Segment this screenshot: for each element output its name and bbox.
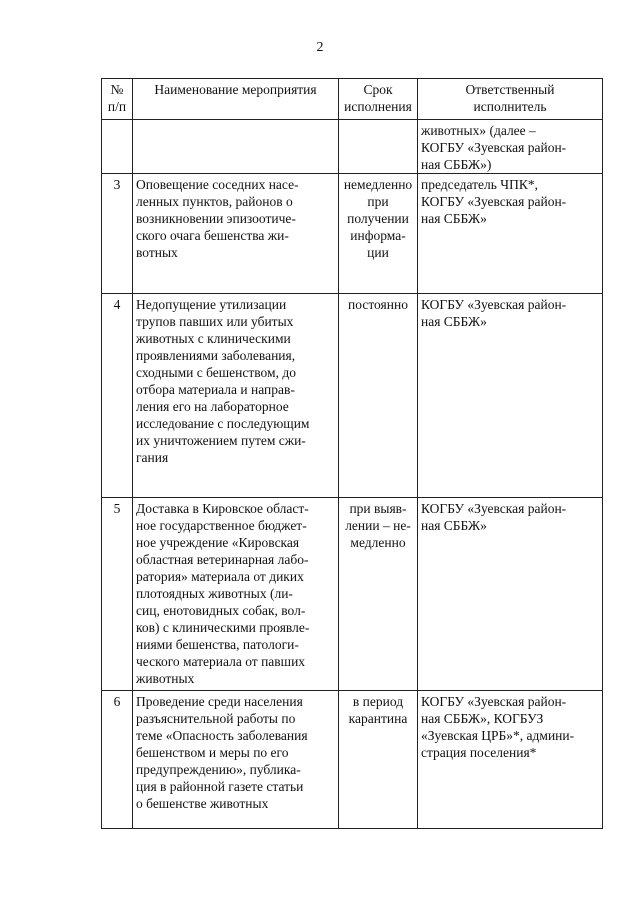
row-measure-name: Недопущение утилизации трупов павших или убитых животных с клиническими проявлениями заболевания, сходными с бешенством, до отбора материала и направ- ления его на лабораторное исследование с последующим их уничтожением путем сжи- гания	[133, 294, 339, 498]
header-responsible: Ответственный исполнитель	[418, 79, 603, 120]
header-number: № п/п	[102, 79, 133, 120]
row-term: в период карантина	[339, 691, 418, 829]
row-number: 3	[102, 174, 133, 294]
row-responsible: животных» (далее – КОГБУ «Зуевская район- ная СББЖ»)	[418, 120, 603, 174]
row-responsible: КОГБУ «Зуевская район- ная СББЖ»	[418, 498, 603, 691]
table-row	[102, 174, 603, 294]
row-term: немедленно при получении информа- ции	[339, 174, 418, 294]
row-measure-name: Оповещение соседних насе- ленных пунктов, районов о возникновении эпизоотиче- ского очага бешенства жи- вотных	[133, 174, 339, 294]
table-row	[102, 120, 603, 174]
row-measure-name: Доставка в Кировское област- ное государственное бюджет- ное учреждение «Кировская областная ветеринарная лабо- ратория» материала от диких плотоядных животных (ли- сиц, енотовидных собак, вол- ков) с клиническими проявле- ниями бешенства, патологи- ческого материала от павших животных	[133, 498, 339, 691]
row-number	[102, 120, 133, 174]
row-term: постоянно	[339, 294, 418, 498]
page-number: 2	[316, 40, 324, 55]
table-row	[102, 498, 603, 691]
row-number: 4	[102, 294, 133, 498]
row-measure-name	[133, 120, 339, 174]
table-row	[102, 691, 603, 829]
table-row	[102, 294, 603, 498]
header-term: Срок исполнения	[339, 79, 418, 120]
row-term	[339, 120, 418, 174]
header-measure-name: Наименование мероприятия	[133, 79, 339, 120]
row-number: 6	[102, 691, 133, 829]
row-measure-name: Проведение среди населения разъяснительной работы по теме «Опасность заболевания бешенством и меры по его предупреждению», публика- ция в районной газете статьи о бешенстве животных	[133, 691, 339, 829]
row-term: при выяв- лении – не- медленно	[339, 498, 418, 691]
row-number: 5	[102, 498, 133, 691]
row-responsible: КОГБУ «Зуевская район- ная СББЖ», КОГБУЗ «Зуевская ЦРБ»*, админи- страция поселения*	[418, 691, 603, 829]
table-header-row	[102, 79, 603, 120]
row-responsible: КОГБУ «Зуевская район- ная СББЖ»	[418, 294, 603, 498]
measures-table	[101, 78, 603, 829]
row-responsible: председатель ЧПК*, КОГБУ «Зуевская район- ная СББЖ»	[418, 174, 603, 294]
